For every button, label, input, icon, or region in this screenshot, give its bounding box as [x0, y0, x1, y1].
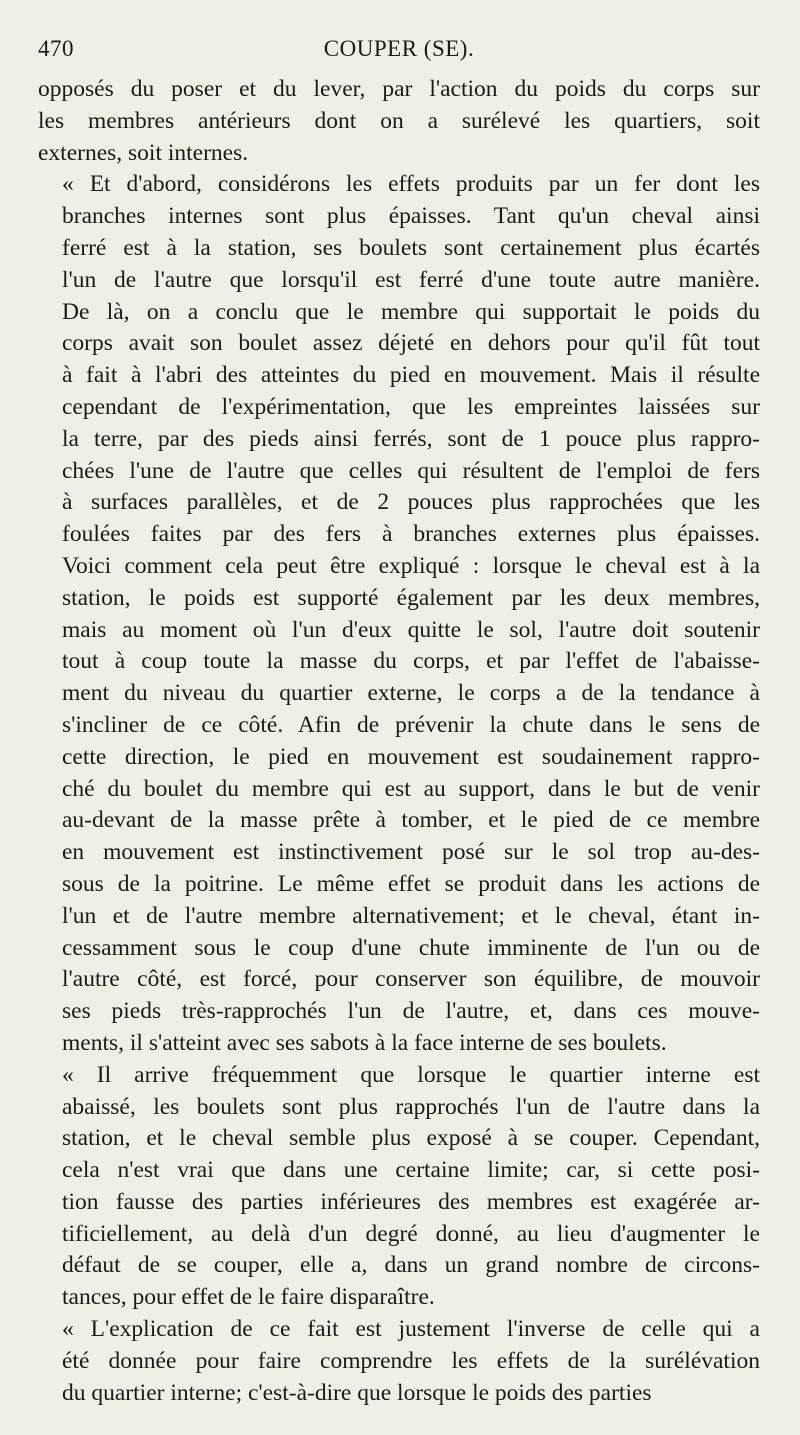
- text-line: défaut de se couper, elle a, dans un grand nombre de circons-: [62, 1252, 760, 1279]
- text-line: ses pieds très-rapprochés l'un de l'autre, et, dans ces mouve-: [62, 998, 760, 1025]
- text-line: abaissé, les boulets sont plus rapprochés l'un de l'autre dans la: [62, 1093, 760, 1120]
- text-line: la terre, par des pieds ainsi ferrés, sont de 1 pouce plus rappro-: [62, 425, 760, 452]
- text-line: les membres antérieurs dont on a surélevé les quartiers, soit: [38, 107, 760, 134]
- text-line: ferré est à la station, ses boulets sont certainement plus écartés: [62, 234, 760, 261]
- text-line: Voici comment cela peut être expliqué : lorsque le cheval est à la: [62, 552, 760, 579]
- text-line: branches internes sont plus épaisses. Tant qu'un cheval ainsi: [62, 203, 760, 230]
- text-line: l'un et de l'autre membre alternativement; et le cheval, étant in-: [62, 902, 760, 929]
- text-line: à fait à l'abri des atteintes du pied en mouvement. Mais il résulte: [62, 362, 760, 389]
- text-line: en mouvement est instinctivement posé sur le sol trop au-des-: [62, 839, 760, 866]
- text-line: au-devant de la masse prête à tomber, et le pied de ce membre: [62, 807, 760, 834]
- text-line: tances, pour effet de le faire disparaître.: [62, 1284, 435, 1311]
- text-line: ment du niveau du quartier externe, le corps a de la tendance à: [62, 680, 760, 707]
- text-line: De là, on a conclu que le membre qui supportait le poids du: [62, 298, 760, 325]
- text-line: externes, soit internes.: [38, 139, 249, 166]
- page-number: 470: [38, 36, 74, 61]
- text-line: « Il arrive fréquemment que lorsque le quartier interne est: [62, 1061, 760, 1088]
- text-line: mais au moment où l'un d'eux quitte le sol, l'autre doit soutenir: [62, 616, 760, 643]
- text-line: cela n'est vrai que dans une certaine limite; car, si cette posi-: [62, 1157, 760, 1184]
- paragraph: [38, 1060, 760, 1314]
- text-line: station, le poids est supporté également par les deux membres,: [62, 584, 760, 611]
- text-line: « Et d'abord, considérons les effets produits par un fer dont les: [62, 171, 760, 198]
- text-line: du quartier interne; c'est-à-dire que lorsque le poids des parties: [62, 1379, 652, 1406]
- text-line: à surfaces parallèles, et de 2 pouces plus rapprochées que les: [62, 489, 760, 516]
- page-header: [38, 30, 760, 74]
- text-line: été donnée pour faire comprendre les effets de la surélévation: [62, 1347, 760, 1374]
- text-line: tout à coup toute la masse du corps, et par l'effet de l'abaisse-: [62, 648, 760, 675]
- text-line: ments, il s'atteint avec ses sabots à la face interne de ses boulets.: [62, 1029, 667, 1056]
- paragraph: [38, 169, 760, 1059]
- body-text: [38, 74, 760, 1409]
- text-line: tion fausse des parties inférieures des membres est exagérée ar-: [62, 1188, 760, 1215]
- paragraph: [38, 1314, 760, 1409]
- text-line: chées l'une de l'autre que celles qui résultent de l'emploi de fers: [62, 457, 760, 484]
- text-line: corps avait son boulet assez déjeté en dehors pour qu'il fût tout: [62, 330, 760, 357]
- text-line: cessamment sous le coup d'une chute imminente de l'un ou de: [62, 934, 760, 961]
- paragraph: [38, 74, 760, 169]
- text-line: cette direction, le pied en mouvement est soudainement rappro-: [62, 743, 760, 770]
- text-line: cependant de l'expérimentation, que les empreintes laissées sur: [62, 393, 760, 420]
- text-line: « L'explication de ce fait est justement l'inverse de celle qui a: [62, 1316, 760, 1343]
- text-line: l'un de l'autre que lorsqu'il est ferré d'une toute autre manière.: [62, 266, 760, 293]
- text-line: station, et le cheval semble plus exposé à se couper. Cependant,: [62, 1125, 760, 1152]
- text-line: sous de la poitrine. Le même effet se produit dans les actions de: [62, 870, 760, 897]
- text-line: foulées faites par des fers à branches externes plus épaisses.: [62, 521, 760, 548]
- text-line: tificiellement, au delà d'un degré donné, au lieu d'augmenter le: [62, 1220, 760, 1247]
- text-line: opposés du poser et du lever, par l'action du poids du corps sur: [38, 76, 760, 102]
- running-title: COUPER (SE).: [323, 36, 475, 61]
- text-line: ché du boulet du membre qui est au support, dans le but de venir: [62, 775, 760, 802]
- text-line: l'autre côté, est forcé, pour conserver son équilibre, de mouvoir: [62, 966, 760, 993]
- text-line: s'incliner de ce côté. Afin de prévenir la chute dans le sens de: [62, 711, 760, 738]
